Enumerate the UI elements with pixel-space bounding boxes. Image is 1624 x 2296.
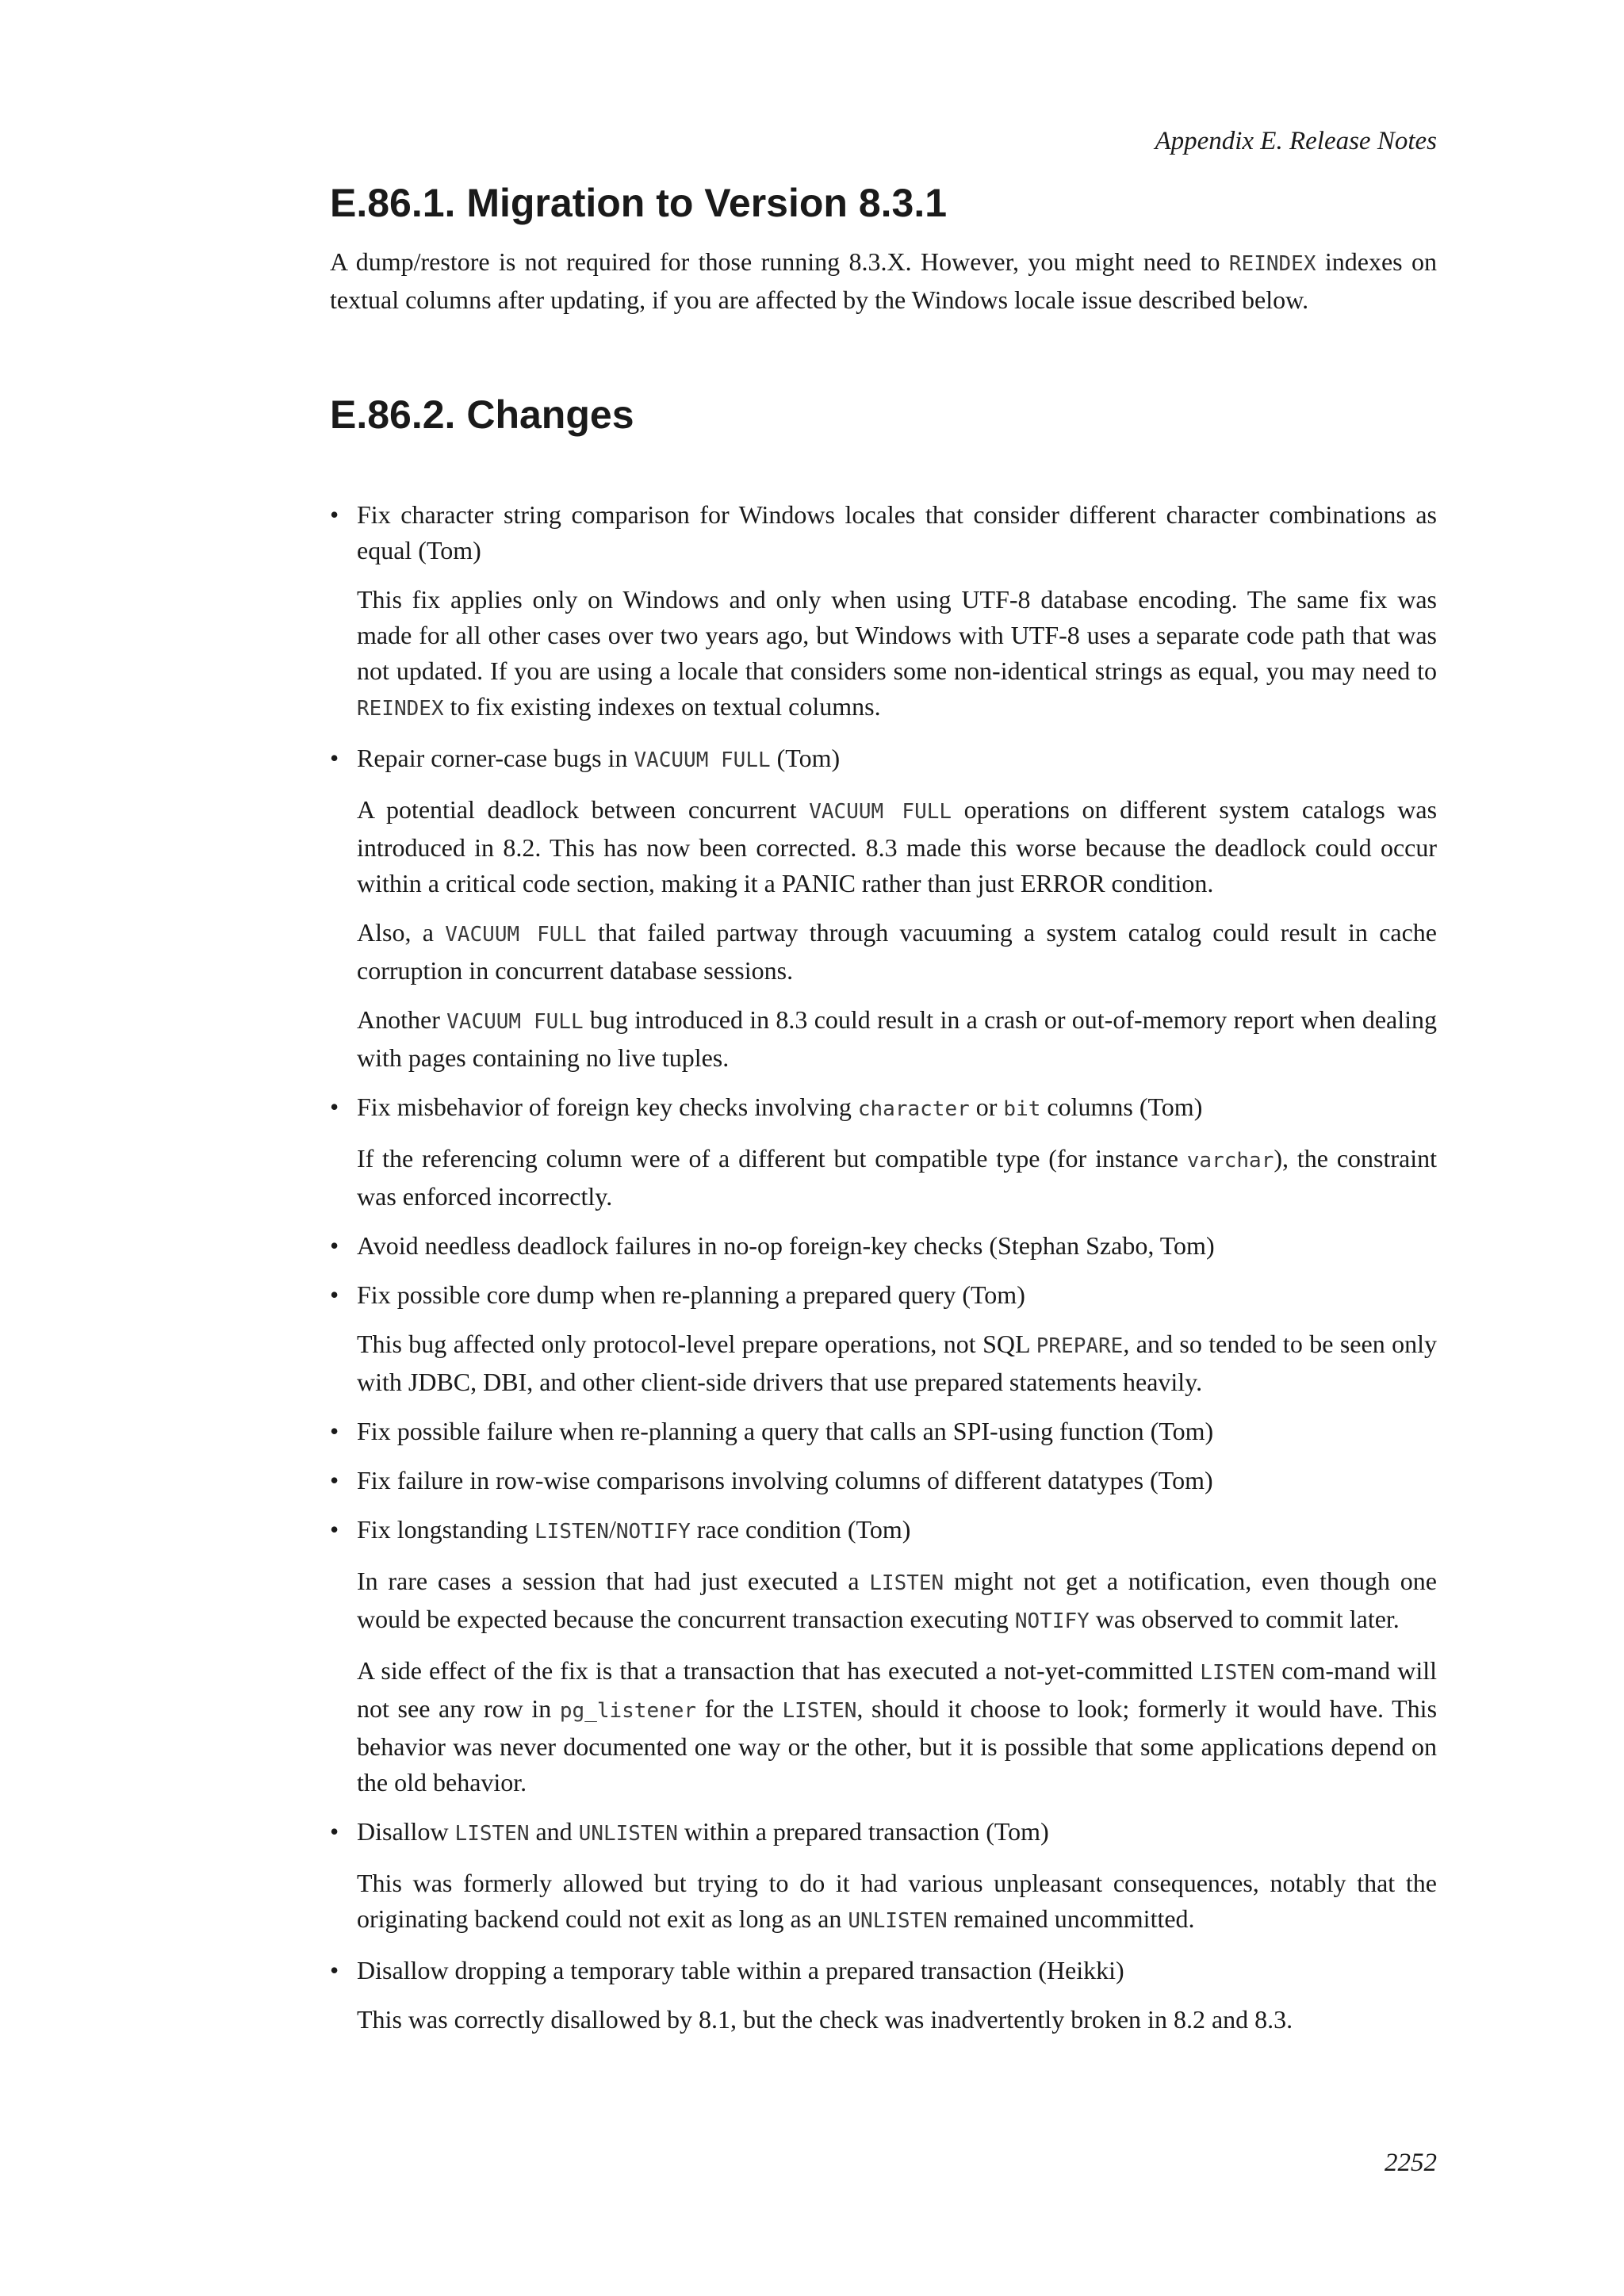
- item-detail: [357, 915, 1437, 989]
- list-item: [330, 1953, 1437, 2038]
- code-literal: LISTEN: [869, 1571, 944, 1595]
- code-literal: NOTIFY: [615, 1520, 691, 1544]
- item-summary: [357, 1463, 1437, 1498]
- code-literal: character: [857, 1097, 970, 1121]
- text-run: A side effect of the fix is that a transaction that has executed a not-yet-committed: [357, 1656, 1201, 1685]
- list-item: [330, 1512, 1437, 1800]
- text-run: , and so tended to be seen only with JDBC, DBI, and other client-side drivers that use prepared statements heavily.: [357, 1330, 1438, 1396]
- changes-list: [330, 497, 1437, 2038]
- text-run: Fix failure in row-wise comparisons involving columns of different datatypes (Tom): [357, 1466, 1213, 1494]
- text-run: or: [969, 1093, 1004, 1121]
- text-run: This was correctly disallowed by 8.1, but the check was inadvertently broken in 8.2 and 8.3.: [357, 2005, 1293, 2034]
- item-summary: [357, 1512, 1437, 1550]
- item-detail: [357, 1563, 1437, 1640]
- text-run: This bug affected only protocol-level prepare operations, not SQL: [357, 1330, 1036, 1358]
- bullet-icon: •: [330, 500, 339, 529]
- bullet-icon: •: [330, 1515, 339, 1544]
- code-literal: REINDEX: [357, 697, 444, 721]
- list-item: [330, 1414, 1437, 1449]
- item-detail: [357, 1326, 1437, 1400]
- text-run: com-mand will not see any row in: [357, 1656, 1438, 1723]
- item-summary: [357, 1089, 1437, 1127]
- item-summary: [357, 740, 1437, 779]
- text-run: that failed partway through vacuuming a system catalog could result in cache corruption in concurrent database sessions.: [357, 918, 1438, 985]
- text-run: Fix longstanding: [357, 1515, 535, 1544]
- section-heading-changes: E.86.2. Changes: [330, 392, 634, 437]
- code-literal: PREPARE: [1036, 1334, 1124, 1358]
- item-detail: [357, 2002, 1437, 2038]
- code-literal: pg_listener: [559, 1699, 697, 1723]
- text-run: Fix possible core dump when re-planning a prepared query (Tom): [357, 1280, 1025, 1309]
- bullet-icon: •: [330, 1956, 339, 1984]
- code-literal: LISTEN: [1200, 1661, 1275, 1685]
- running-header: Appendix E. Release Notes: [1155, 127, 1437, 155]
- item-detail: [357, 1866, 1437, 1939]
- code-literal: bit: [1003, 1097, 1041, 1121]
- text-run: ), the constraint was enforced incorrectly.: [357, 1144, 1438, 1211]
- text-run: Fix possible failure when re-planning a query that calls an SPI-using function (Tom): [357, 1417, 1214, 1445]
- text-run: bug introduced in 8.3 could result in a crash or out-of-memory report when dealing with pages containing no live tuples.: [357, 1005, 1438, 1072]
- code-literal: VACUUM FULL: [446, 1010, 584, 1034]
- item-detail: [357, 1002, 1437, 1076]
- text-run: If the referencing column were of a different but compatible type (for instance: [357, 1144, 1187, 1173]
- bullet-icon: •: [330, 1231, 339, 1260]
- code-literal: LISTEN: [782, 1699, 857, 1723]
- bullet-icon: •: [330, 1466, 339, 1494]
- text-run: columns (Tom): [1040, 1093, 1203, 1121]
- item-summary: [357, 1228, 1437, 1264]
- item-detail: [357, 792, 1437, 901]
- code-literal: VACUUM FULL: [445, 923, 587, 947]
- text-run: A dump/restore is not required for those running 8.3.X. However, you might need to: [330, 247, 1229, 276]
- text-run: for the: [696, 1694, 783, 1723]
- text-run: Another: [357, 1005, 447, 1034]
- text-run: , should it choose to look; formerly it would have. This behavior was never documented one way or the other, but it is possible that some applications depend on the old behavior.: [357, 1694, 1438, 1797]
- text-run: Disallow: [357, 1817, 455, 1846]
- text-run: In rare cases a session that had just executed a: [357, 1567, 870, 1595]
- list-item: [330, 1277, 1437, 1400]
- bullet-icon: •: [330, 1280, 339, 1309]
- text-run: to fix existing indexes on textual columns.: [443, 692, 881, 721]
- text-run: Also, a: [357, 918, 446, 947]
- text-run: Fix character string comparison for Windows locales that consider different character combinations as equal (Tom): [357, 500, 1437, 564]
- bullet-icon: •: [330, 1093, 339, 1121]
- migration-paragraph: [330, 244, 1437, 318]
- text-run: /: [608, 1515, 616, 1544]
- code-literal: VACUUM FULL: [809, 800, 952, 824]
- text-run: Repair corner-case bugs in: [357, 744, 634, 772]
- text-run: A potential deadlock between concurrent: [357, 795, 810, 824]
- code-literal: NOTIFY: [1014, 1609, 1090, 1633]
- item-detail: [357, 1141, 1437, 1215]
- bullet-icon: •: [330, 744, 339, 772]
- bullet-icon: •: [330, 1817, 339, 1846]
- page-number: 2252: [1385, 2149, 1437, 2177]
- text-run: within a prepared transaction (Tom): [677, 1817, 1049, 1846]
- list-item: [330, 497, 1437, 727]
- text-run: This fix applies only on Windows and only when using UTF-8 database encoding. The same fix was made for all other cases over two years ago, but Windows with UTF-8 uses a separate code path that was not updated. If you are using a locale that considers some non-identical strings as equal, you may need to: [357, 585, 1437, 685]
- text-run: race condition (Tom): [690, 1515, 911, 1544]
- text-run: and: [529, 1817, 579, 1846]
- text-run: operations on different system catalogs was introduced in 8.2. This has now been corrected. 8.3 made this worse because the deadlock could occur within a critical code section, making it a PANIC rather than just ERROR condition.: [357, 795, 1438, 897]
- page-content: [330, 179, 1437, 2051]
- code-literal: UNLISTEN: [578, 1822, 678, 1846]
- text-run: Avoid needless deadlock failures in no-op foreign-key checks (Stephan Szabo, Tom): [357, 1231, 1215, 1260]
- bullet-icon: •: [330, 1417, 339, 1445]
- item-detail: [357, 1653, 1437, 1800]
- text-run: Fix misbehavior of foreign key checks involving: [357, 1093, 858, 1121]
- code-literal: LISTEN: [454, 1822, 530, 1846]
- item-summary: [357, 1814, 1437, 1852]
- text-run: was observed to commit later.: [1089, 1605, 1400, 1633]
- list-item: [330, 1228, 1437, 1264]
- list-item: [330, 1463, 1437, 1498]
- code-literal: VACUUM FULL: [634, 748, 771, 772]
- item-summary: [357, 1414, 1437, 1449]
- text-run: indexes on textual columns after updating, if you are affected by the Windows locale issue described below.: [330, 247, 1438, 314]
- list-item: [330, 1814, 1437, 1939]
- text-run: might not get a notification, even though one would be expected because the concurrent transaction executing: [357, 1567, 1438, 1633]
- list-item: [330, 1089, 1437, 1215]
- text-run: (Tom): [770, 744, 841, 772]
- text-run: This was formerly allowed but trying to do it had various unpleasant consequences, notably that the originating backend could not exit as long as an: [357, 1869, 1437, 1933]
- list-item: [330, 740, 1437, 1076]
- item-detail: [357, 582, 1437, 727]
- text-run: remained uncommitted.: [947, 1904, 1195, 1933]
- code-literal: REINDEX: [1228, 252, 1316, 276]
- section-heading-migration: E.86.1. Migration to Version 8.3.1: [330, 181, 948, 225]
- item-summary: [357, 497, 1437, 568]
- code-literal: LISTEN: [534, 1520, 609, 1544]
- text-run: Disallow dropping a temporary table within a prepared transaction (Heikki): [357, 1956, 1124, 1984]
- code-literal: varchar: [1186, 1149, 1274, 1173]
- code-literal: UNLISTEN: [848, 1909, 948, 1933]
- item-summary: [357, 1953, 1437, 1988]
- item-summary: [357, 1277, 1437, 1313]
